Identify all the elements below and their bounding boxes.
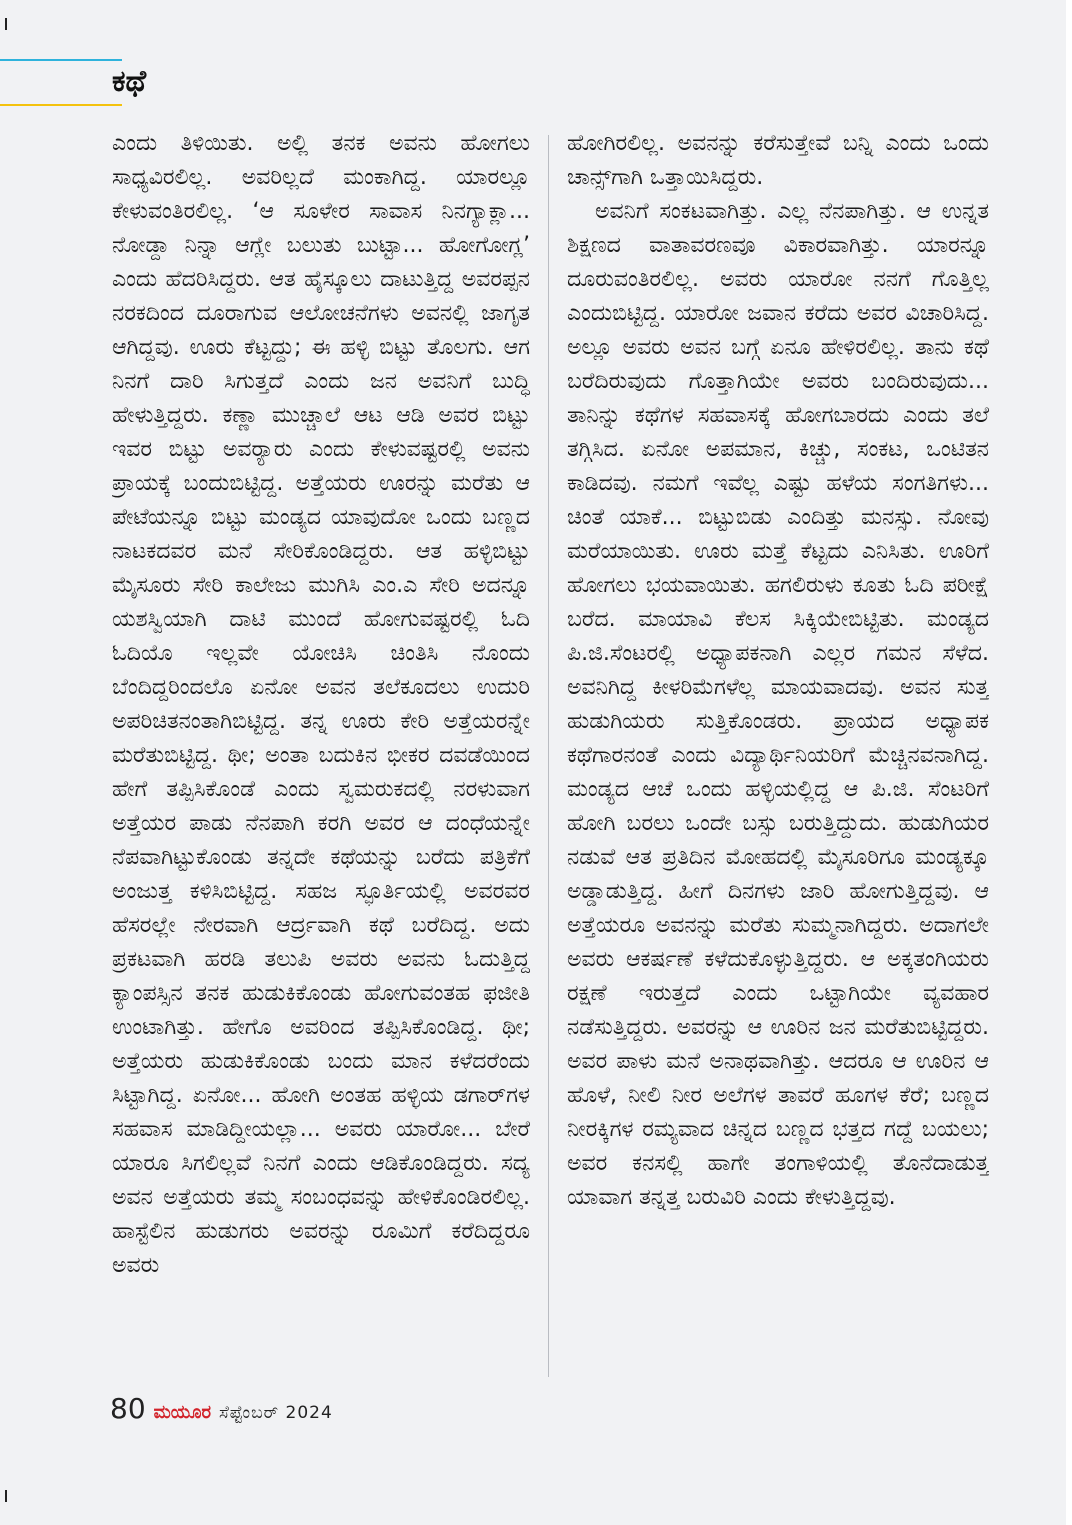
- article-column-right: [567, 127, 989, 1379]
- article-paragraph: ಅವನಿಗೆ ಸಂಕಟವಾಗಿತ್ತು. ಎಲ್ಲ ನೆನಪಾಗಿತ್ತು. ಆ ಉನ್ನತ ಶಿಕ್ಷಣದ ವಾತಾವರಣವೂ ವಿಕಾರವಾಗಿತ್ತು. ಯಾರನ್ನೂ ದೂರುವಂತಿರಲಿಲ್ಲ. ಅವರು ಯಾರೋ ನನಗೆ ಗೊತ್ತಿಲ್ಲ ಎಂದುಬಿಟ್ಟಿದ್ದ. ಯಾರೋ ಜವಾನ ಕರೆದು ಅವರ ವಿಚಾರಿಸಿದ್ದ. ಅಲ್ಲೂ ಅವರು ಅವನ ಬಗ್ಗೆ ಏನೂ ಹೇಳಿರಲಿಲ್ಲ. ತಾನು ಕಥೆ ಬರೆದಿರುವುದು ಗೊತ್ತಾಗಿಯೇ ಅವರು ಬಂದಿರುವುದು... ತಾನಿನ್ನು ಕಥೆಗಳ ಸಹವಾಸಕ್ಕೆ ಹೋಗಬಾರದು ಎಂದು ತಲೆ ತಗ್ಗಿಸಿದ. ಏನೋ ಅಪಮಾನ, ಕಿಚ್ಚು, ಸಂಕಟ, ಒಂಟಿತನ ಕಾಡಿದವು. ನಮಗೆ ಇವೆಲ್ಲ ಎಷ್ಟು ಹಳೆಯ ಸಂಗತಿಗಳು... ಚಿಂತೆ ಯಾಕೆ... ಬಿಟ್ಟುಬಿಡು ಎಂದಿತ್ತು ಮನಸ್ಸು. ನೋವು ಮರೆಯಾಯಿತು. ಊರು ಮತ್ತೆ ಕೆಟ್ಟದು ಎನಿಸಿತು. ಊರಿಗೆ ಹೋಗಲು ಭಯವಾಯಿತು. ಹಗಲಿರುಳು ಕೂತು ಓದಿ ಪರೀಕ್ಷೆ ಬರೆದ. ಮಾಯಾವಿ ಕೆಲಸ ಸಿಕ್ಕಿಯೇಬಿಟ್ಟಿತು. ಮಂಡ್ಯದ ಪಿ.ಜಿ.ಸೆಂಟರಲ್ಲಿ ಅಧ್ಯಾಪಕನಾಗಿ ಎಲ್ಲರ ಗಮನ ಸೆಳೆದ. ಅವನಿಗಿದ್ದ ಕೀಳರಿಮೆಗಳೆಲ್ಲ ಮಾಯವಾದವು. ಅವನ ಸುತ್ತ ಹುಡುಗಿಯರು ಸುತ್ತಿಕೊಂಡರು. ಪ್ರಾಯದ ಅಧ್ಯಾಪಕ ಕಥೆಗಾರನಂತೆ ಎಂದು ವಿದ್ಯಾರ್ಥಿನಿಯರಿಗೆ ಮೆಚ್ಚಿನವನಾಗಿದ್ದ. ಮಂಡ್ಯದ ಆಚೆ ಒಂದು ಹಳ್ಳಿಯಲ್ಲಿದ್ದ ಆ ಪಿ.ಜಿ. ಸೆಂಟರಿಗೆ ಹೋಗಿ ಬರಲು ಒಂದೇ ಬಸ್ಸು ಬರುತ್ತಿದ್ದುದು. ಹುಡುಗಿಯರ ನಡುವೆ ಆತ ಪ್ರತಿದಿನ ಮೋಹದಲ್ಲಿ ಮೈಸೂರಿಗೂ ಮಂಡ್ಯಕ್ಕೂ ಅಡ್ಡಾಡುತ್ತಿದ್ದ. ಹೀಗೆ ದಿನಗಳು ಜಾರಿ ಹೋಗುತ್ತಿದ್ದವು. ಆ ಅತ್ತೆಯರೂ ಅವನನ್ನು ಮರೆತು ಸುಮ್ಮನಾಗಿದ್ದರು. ಅದಾಗಲೇ ಅವರು ಆಕರ್ಷಣೆ ಕಳೆದುಕೊಳ್ಳುತ್ತಿದ್ದರು. ಆ ಅಕ್ಕತಂಗಿಯರು ರಕ್ಷಣೆ ಇರುತ್ತದೆ ಎಂದು ಒಟ್ಟಾಗಿಯೇ ವ್ಯವಹಾರ ನಡೆಸುತ್ತಿದ್ದರು. ಅವರನ್ನು ಆ ಊರಿನ ಜನ ಮರೆತುಬಿಟ್ಟಿದ್ದರು. ಅವರ ಪಾಳು ಮನೆ ಅನಾಥವಾಗಿತ್ತು. ಆದರೂ ಆ ಊರಿನ ಆ ಹೊಳೆ, ನೀಲಿ ನೀರ ಅಲೆಗಳ ತಾವರೆ ಹೂಗಳ ಕೆರೆ; ಬಣ್ಣದ ನೀರಕ್ಕಿಗಳ ರಮ್ಯವಾದ ಚಿನ್ನದ ಬಣ್ಣದ ಭತ್ತದ ಗದ್ದೆ ಬಯಲು; ಅವರ ಕನಸಲ್ಲಿ ಹಾಗೇ ತಂಗಾಳಿಯಲ್ಲಿ ತೊನೆದಾಡುತ್ತ ಯಾವಾಗ ತನ್ನತ್ತ ಬರುವಿರಿ ಎಂದು ಕೇಳುತ್ತಿದ್ದವು.: [567, 199, 989, 1210]
- article-paragraph: ಹೋಗಿರಲಿಲ್ಲ. ಅವನನ್ನು ಕರೆಸುತ್ತೇವೆ ಬನ್ನಿ ಎಂದು ಒಂದು ಚಾನ್ಸ್‌ಗಾಗಿ ಒತ್ತಾಯಿಸಿದ್ದರು.: [567, 131, 989, 190]
- page-footer: [110, 1392, 333, 1425]
- column-divider: [548, 135, 549, 1377]
- issue-date: ಸೆಪ್ಟೆಂಬರ್ 2024: [219, 1403, 333, 1423]
- article-column-left: [112, 127, 530, 1379]
- header-rule-yellow: [0, 104, 122, 106]
- magazine-logo: ಮಯೂರ: [153, 1402, 212, 1423]
- article-paragraph: ಎಂದು ತಿಳಿಯಿತು. ಅಲ್ಲಿ ತನಕ ಅವನು ಹೋಗಲು ಸಾಧ್ಯವಿರಲಿಲ್ಲ. ಅವರಿಲ್ಲದೆ ಮಂಕಾಗಿದ್ದ. ಯಾರಲ್ಲೂ ಕೇಳುವಂತಿರಲಿಲ್ಲ. ‘ಆ ಸೂಳೇರ ಸಾವಾಸ ನಿನಗ್ಯಾಕ್ಲಾ... ನೋಡ್ದಾ ನಿನ್ನಾ ಆಗ್ಲೇ ಬಲುತು ಬುಟ್ಟಾ... ಹೋಗೋಗ್ಲ’ ಎಂದು ಹೆದರಿಸಿದ್ದರು. ಆತ ಹೈಸ್ಕೂಲು ದಾಟುತ್ತಿದ್ದ ಅವರಪ್ಪನ ನರಕದಿಂದ ದೂರಾಗುವ ಆಲೋಚನೆಗಳು ಅವನಲ್ಲಿ ಜಾಗೃತ ಆಗಿದ್ದವು. ಊರು ಕೆಟ್ಟದ್ದು; ಈ ಹಳ್ಳಿ ಬಿಟ್ಟು ತೊಲಗು. ಆಗ ನಿನಗೆ ದಾರಿ ಸಿಗುತ್ತದೆ ಎಂದು ಜನ ಅವನಿಗೆ ಬುದ್ಧಿ ಹೇಳುತ್ತಿದ್ದರು. ಕಣ್ಣಾ ಮುಚ್ಚಾಲೆ ಆಟ ಆಡಿ ಅವರ ಬಿಟ್ಟು ಇವರ ಬಿಟ್ಟು ಅವರ್‍ಯಾರು ಎಂದು ಕೇಳುವಷ್ಟರಲ್ಲಿ ಅವನು ಪ್ರಾಯಕ್ಕೆ ಬಂದುಬಿಟ್ಟಿದ್ದ. ಅತ್ತೆಯರು ಊರನ್ನು ಮರೆತು ಆ ಪೇಟೆಯನ್ನೂ ಬಿಟ್ಟು ಮಂಡ್ಯದ ಯಾವುದೋ ಒಂದು ಬಣ್ಣದ ನಾಟಕದವರ ಮನೆ ಸೇರಿಕೊಂಡಿದ್ದರು. ಆತ ಹಳ್ಳಿಬಿಟ್ಟು ಮೈಸೂರು ಸೇರಿ ಕಾಲೇಜು ಮುಗಿಸಿ ಎಂ.ಎ ಸೇರಿ ಅದನ್ನೂ ಯಶಸ್ವಿಯಾಗಿ ದಾಟಿ ಮುಂದೆ ಹೋಗುವಷ್ಟರಲ್ಲಿ ಓದಿ ಓದಿಯೊ ಇಲ್ಲವೇ ಯೋಚಿಸಿ ಚಿಂತಿಸಿ ನೊಂದು ಬೆಂದಿದ್ದರಿಂದಲೊ ಏನೋ ಅವನ ತಲೆಕೂದಲು ಉದುರಿ ಅಪರಿಚಿತನಂತಾಗಿಬಿಟ್ಟಿದ್ದ. ತನ್ನ ಊರು ಕೇರಿ ಅತ್ತೆಯರನ್ನೇ ಮರೆತುಬಿಟ್ಟಿದ್ದ. ಥೀ; ಅಂತಾ ಬದುಕಿನ ಭೀಕರ ದವಡೆಯಿಂದ ಹೇಗೆ ತಪ್ಪಿಸಿಕೊಂಡೆ ಎಂದು ಸ್ವಮರುಕದಲ್ಲಿ ನರಳುವಾಗ ಅತ್ತೆಯರ ಪಾಡು ನೆನಪಾಗಿ ಕರಗಿ ಅವರ ಆ ದಂಧೆಯನ್ನೇ ನೆಪವಾಗಿಟ್ಟುಕೊಂಡು ತನ್ನದೇ ಕಥೆಯನ್ನು ಬರೆದು ಪತ್ರಿಕೆಗೆ ಅಂಜುತ್ತ ಕಳಿಸಿಬಿಟ್ಟಿದ್ದ. ಸಹಜ ಸ್ಫೂರ್ತಿಯಲ್ಲಿ ಅವರವರ ಹೆಸರಲ್ಲೇ ನೇರವಾಗಿ ಆರ್ದ್ರವಾಗಿ ಕಥೆ ಬರೆದಿದ್ದ. ಅದು ಪ್ರಕಟವಾಗಿ ಹರಡಿ ತಲುಪಿ ಅವರು ಅವನು ಓದುತ್ತಿದ್ದ ಕ್ಯಾಂಪಸ್ಸಿನ ತನಕ ಹುಡುಕಿಕೊಂಡು ಹೋಗುವಂತಹ ಫಜೀತಿ ಉಂಟಾಗಿತ್ತು. ಹೇಗೊ ಅವರಿಂದ ತಪ್ಪಿಸಿಕೊಂಡಿದ್ದ. ಥೀ; ಅತ್ತೆಯರು ಹುಡುಕಿಕೊಂಡು ಬಂದು ಮಾನ ಕಳೆದರೆಂದು ಸಿಟ್ಟಾಗಿದ್ದ. ಏನೋ... ಹೋಗಿ ಅಂತಹ ಹಳ್ಳಿಯ ಡಗಾರ್‌ಗಳ ಸಹವಾಸ ಮಾಡಿದ್ದೀಯಲ್ಲಾ... ಅವರು ಯಾರೋ... ಬೇರೆ ಯಾರೂ ಸಿಗಲಿಲ್ಲವೆ ನಿನಗೆ ಎಂದು ಆಡಿಕೊಂಡಿದ್ದರು. ಸದ್ಯ ಅವನ ಅತ್ತೆಯರು ತಮ್ಮ ಸಂಬಂಧವನ್ನು ಹೇಳಿಕೊಂಡಿರಲಿಲ್ಲ. ಹಾಸ್ಟೆಲಿನ ಹುಡುಗರು ಅವರನ್ನು ರೂಮಿಗೆ ಕರೆದಿದ್ದರೂ ಅವರು: [112, 131, 530, 1278]
- section-title: ಕಥೆ: [112, 64, 147, 99]
- page-number: 80: [110, 1392, 146, 1425]
- header-rule-cyan: [0, 59, 122, 61]
- crop-mark-top: [5, 18, 7, 30]
- crop-mark-bottom: [5, 1490, 7, 1502]
